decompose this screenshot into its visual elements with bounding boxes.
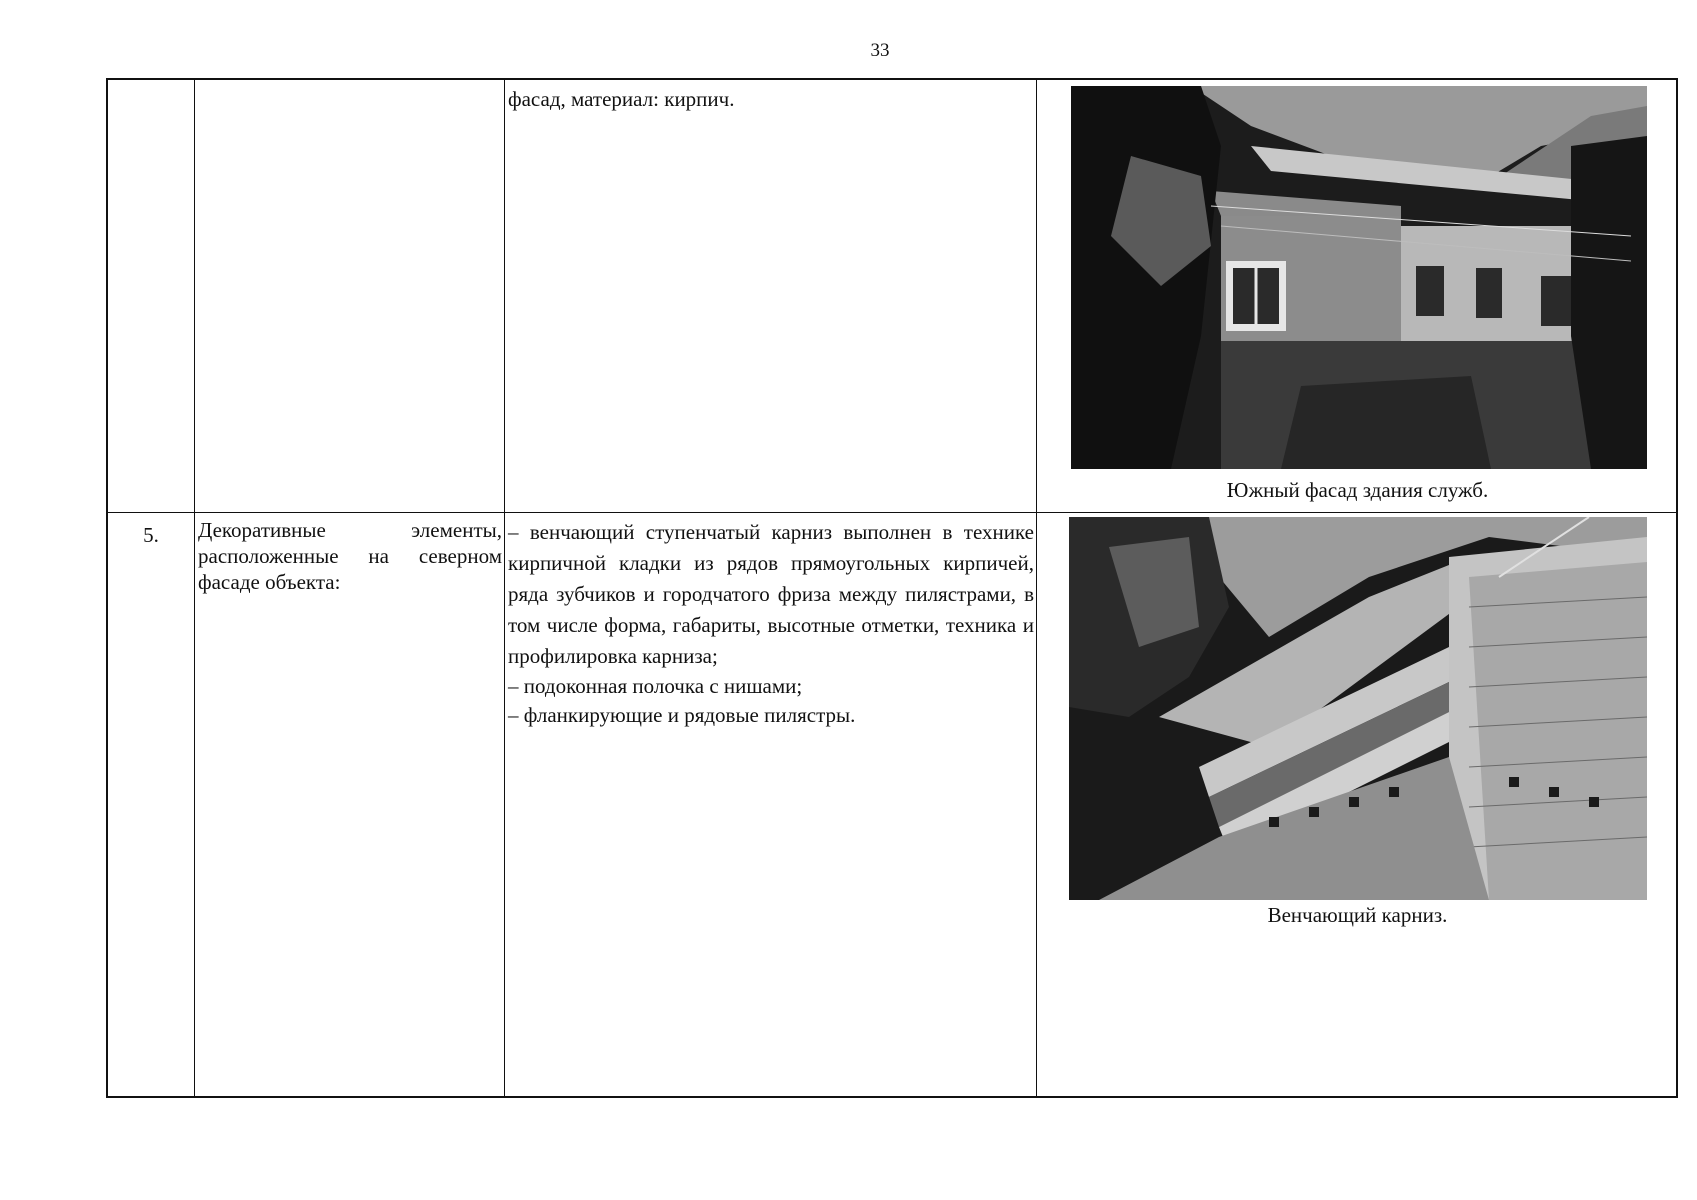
element-label: [194, 80, 504, 512]
table-row: [108, 512, 1676, 1097]
page-number: 33: [870, 40, 890, 61]
cornice-photo: [1069, 517, 1647, 900]
photo-caption: Венчающий карниз.: [1267, 903, 1448, 927]
description-table: [106, 78, 1678, 1098]
photo-cell: [1036, 513, 1678, 1097]
description-text: фасад, материал: кирпич.: [508, 87, 735, 111]
element-description: [504, 80, 1036, 512]
row-number: 5.: [143, 523, 159, 547]
photo-cell: [1036, 80, 1678, 512]
description-item: – подоконная полочка с нишами;: [508, 674, 803, 698]
element-description: [504, 513, 1036, 1097]
element-label: Декоративные элементы, расположенные на северном фасаде объекта:: [194, 513, 504, 1097]
table-row: [108, 80, 1676, 512]
description-item: – венчающий ступенчатый карниз выполнен в технике кирпичной кладки из рядов прямоугольных кирпичей, ряда зубчиков и городчатого фриза между пилястрами, в том числе форма, габариты, высотные отметки, техника и профилировка карниза;: [508, 520, 1034, 668]
description-item: – фланкирующие и рядовые пилястры.: [508, 703, 856, 727]
row-number: [108, 80, 194, 512]
photo-caption: Южный фасад здания служб.: [1226, 478, 1489, 502]
building-photo: [1071, 86, 1647, 469]
